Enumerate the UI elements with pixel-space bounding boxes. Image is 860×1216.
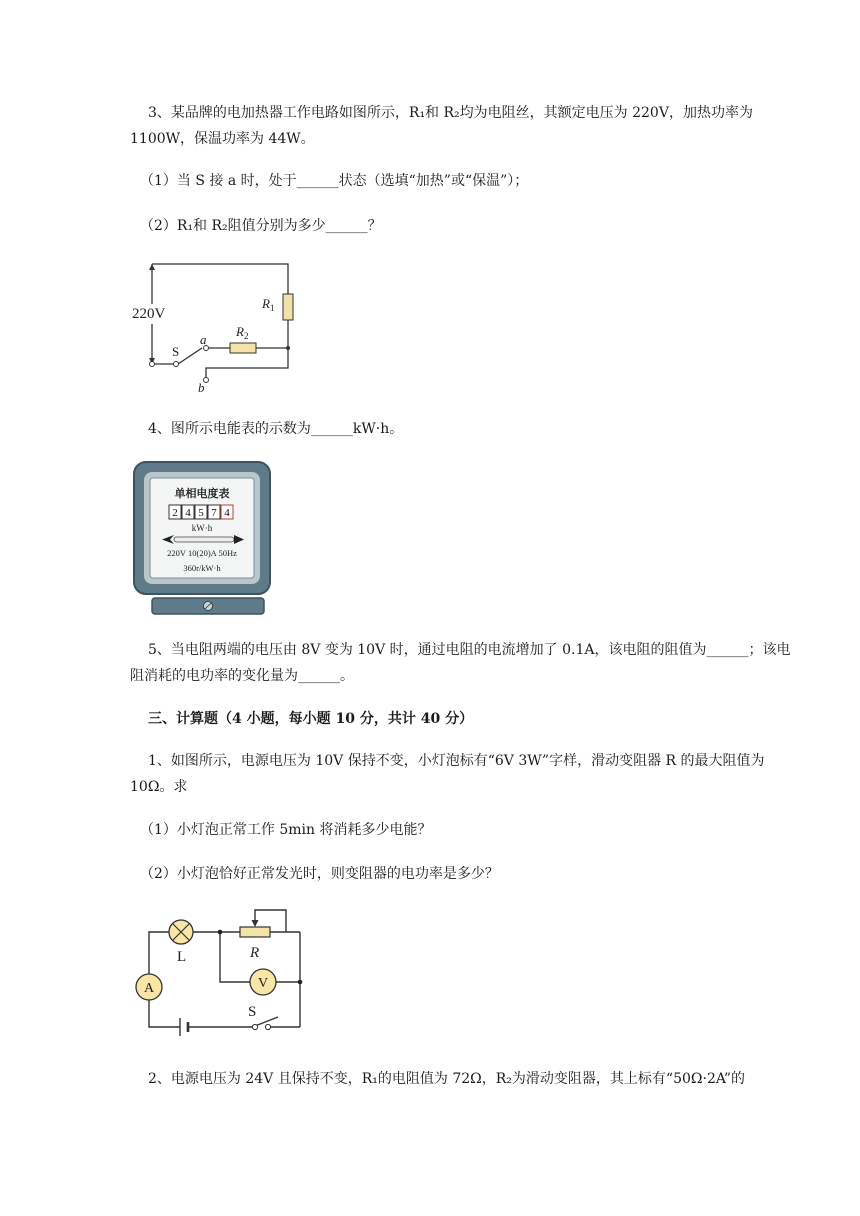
q3-part1: （1）当 S 接 a 时，处于______状态（选填“加热”或“保温”）；: [140, 173, 529, 189]
meter-digit-decimal: 4: [224, 507, 230, 519]
rheostat: [240, 927, 270, 937]
ammeter: [136, 974, 162, 1000]
q3-intro: 3、某品牌的电加热器工作电路如图所示，R₁和 R₂均为电阻丝，其额定电压为 220V，加热功率为 1100W，保温功率为 44W。: [130, 105, 753, 147]
switch-terminal: [265, 1024, 270, 1029]
r1-label: $R_1$: [262, 296, 275, 313]
section-heading: 三、计算题（4 小题，每小题 10 分，共计 40 分）: [148, 711, 474, 727]
calc2-intro: 2、电源电压为 24V 且保持不变，R₁的电阻值为 72Ω，R₂为滑动变阻器，其上标有“50Ω·2A”的: [148, 1071, 746, 1087]
q3-part2: （2）R₁和 R₂阻值分别为多少______？: [140, 218, 382, 234]
heater-circuit-diagram: [128, 252, 308, 394]
screw-icon: [204, 602, 213, 611]
r1-resistor: [283, 294, 293, 320]
switch-pivot-terminal: [174, 362, 179, 367]
voltage-label: 220V: [132, 306, 166, 322]
r2-resistor: [230, 343, 256, 353]
contact-b-label: b: [198, 380, 205, 394]
lamp-icon: [169, 920, 193, 944]
source-terminal: [150, 362, 155, 367]
meter-rating: 220V 10(20)A 50Hz: [167, 548, 237, 558]
meter-constant: 360r/kW·h: [183, 563, 221, 573]
lamp-label: L: [177, 949, 187, 965]
calc1-part2: （2）小灯泡恰好正常发光时，则变阻器的电功率是多少？: [140, 866, 499, 882]
meter-unit: kW·h: [191, 523, 213, 533]
meter-title: 单相电度表: [174, 487, 230, 500]
lamp-rheostat-circuit-diagram: [132, 906, 312, 1036]
junction-dot: [218, 930, 223, 935]
contact-a-label: a: [200, 332, 207, 347]
switch-label: S: [172, 344, 180, 359]
q4-text: 4、图所示电能表的示数为______kW·h。: [148, 421, 404, 437]
calc1-part1: （1）小灯泡正常工作 5min 将消耗多少电能？: [140, 822, 432, 838]
junction-dot: [298, 980, 303, 985]
slider-arrow-icon: [252, 920, 259, 927]
circuit-wires: [152, 264, 288, 380]
voltmeter: [250, 969, 276, 995]
meter-digit: 5: [198, 507, 204, 519]
ammeter-label: A: [143, 981, 155, 996]
voltmeter-label: V: [257, 976, 269, 991]
calc1-intro: 1、如图所示，电源电压为 10V 保持不变，小灯泡标有“6V 3W”字样，滑动变阻器 R 的最大阻值为10Ω。求: [130, 753, 765, 795]
rheostat-label: R: [250, 945, 260, 961]
q5-text: 5、当电阻两端的电压由 8V 变为 10V 时，通过电阻的电流增加了 0.1A，该电阻的阻值为______；该电阻消耗的电功率的变化量为______。: [130, 642, 791, 684]
r2-label: $R_2$: [236, 324, 249, 341]
meter-digit: 7: [211, 507, 217, 519]
arrow-up-icon: [149, 264, 155, 270]
meter-digit: 4: [185, 507, 191, 519]
battery-icon: [180, 1018, 188, 1036]
switch-terminal: [252, 1024, 257, 1029]
electricity-meter: [132, 460, 272, 618]
meter-digit: 2: [172, 507, 178, 519]
junction-dot: [286, 346, 290, 350]
switch-label: S: [248, 1004, 257, 1020]
